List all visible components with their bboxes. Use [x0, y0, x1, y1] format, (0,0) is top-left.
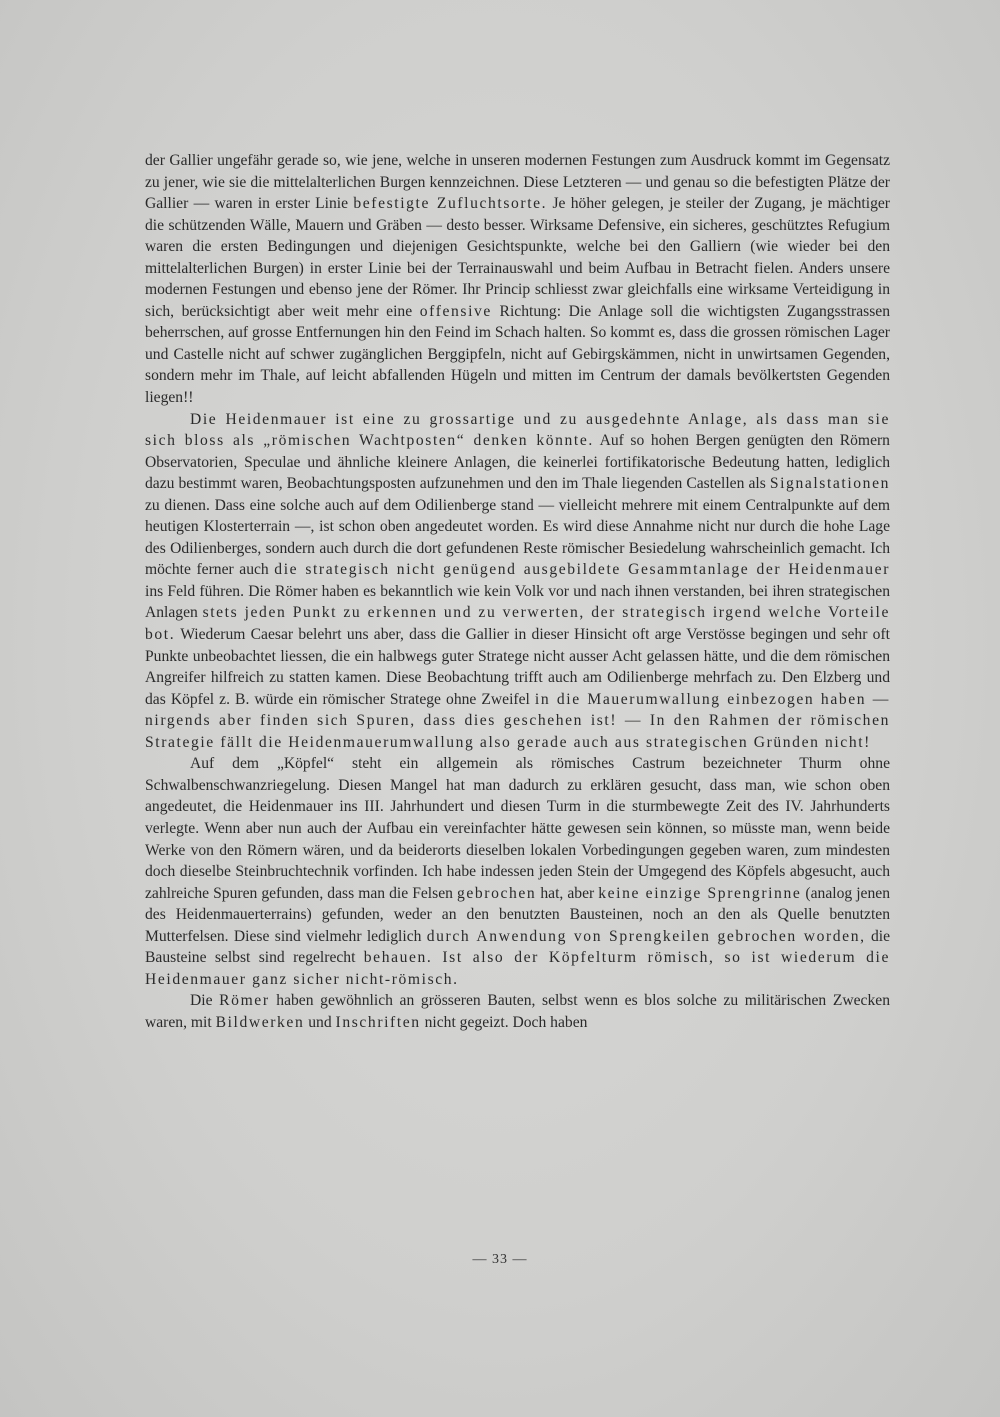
text-run: Je höher gelegen, je steiler der Zugang, je mächtiger die schützenden Wälle, Mauern und Gräben — desto besser. Wirksame Defensive, ein sicheres, geschütztes Refugium waren die ersten Bedingungen und diejenigen Gesichtspunkte, welche bei den Galliern (wie wieder bei den mittelalterlichen Burgen) in erster Linie bei der Terrainauswahl und beim Aufbau in Betracht fielen. Anders unsere modernen Festungen und ebenso jene der Römer. Ihr Princip schliesst zwar gleichfalls eine wirksame Verteidigung in sich, berücksichtigt aber weit mehr eine — [145, 195, 890, 320]
paragraph-1 — [145, 150, 890, 409]
text-run: Auf so hohen Bergen genügten den Römern Observatorien, Speculae und ähnliche kleinere Anlagen, die keinerlei fortifikatorische Bedeutung hatten, lediglich dazu bestimmt waren, Beobachtungsposten aufzunehmen und den im Thale liegenden Castellen als — [145, 432, 890, 493]
text-run: Richtung: Die Anlage soll die wichtigsten Zugangsstrassen beherrschen, auf grosse Entfernungen hin den Feind im Schach halten. So kommt es, dass die grossen römischen Lager und Castelle nicht auf schwer zugänglichen Berggipfeln, nicht auf Gebirgskämmen, nicht in unwirtsamen Gegenden, sondern mehr im Thale, auf leicht abfallenden Hügeln und mitten im Centrum der damals bevölkertsten Gegenden liegen!! — [145, 302, 890, 407]
text-run: Auf dem „Köpfel“ steht ein allgemein als römisches Castrum bezeichneter Thurm ohne Schwalbenschwanzriegelung. Diesen Mangel hat man dadurch zu erklären gesucht, dass man, wie schon oben angedeutet, die Heidenmauer ins III. Jahrhundert und diesen Turm in die sturmbewegte Zeit des IV. Jahrhunderts verlegte. Wenn aber nun auch der Aufbau ein vereinfachter hätte gewesen sein können, so müsste man, wenn beide Werke von den Römern wären, und da beiderorts dieselben lokalen Vorbedingungen gegeben waren, zum mindesten doch dieselbe Steinbruchtechnik vorfinden. Ich habe indessen jeden Stein der Umgegend des Köpfels abgesucht, auch zahlreiche Spuren gefunden, dass man die Felsen — [145, 755, 890, 902]
spaced-emphasis: in die Mauerumwallung einbezogen haben — nirgends aber finden sich Spuren, dass dies geschehen ist! — In den Rahmen der römischen Strategie fällt die Heidenmauerumwallung also gerade auch aus strategischen Gründen nicht! — [145, 690, 890, 751]
paragraph-2 — [145, 409, 890, 754]
body-text — [145, 150, 890, 1033]
page-number: — 33 — — [472, 1252, 528, 1267]
spaced-emphasis: Inschriften — [335, 1013, 421, 1031]
spaced-emphasis: keine einzige Sprengrinne — [598, 884, 802, 902]
text-run: ins Feld führen. Die Römer haben es bekanntlich wie kein Volk vor und nach ihnen verstanden, bei ihren strategischen Anlagen — [145, 582, 890, 622]
spaced-emphasis: befestigte Zufluchtsorte. — [353, 195, 548, 213]
spaced-emphasis: offensive — [419, 302, 492, 320]
text-run: nicht gegeizt. Doch haben — [420, 1013, 588, 1031]
text-run: die Bausteine selbst sind regelrecht — [145, 927, 890, 967]
spaced-emphasis: durch Anwendung von Sprengkeilen gebrochen worden, — [426, 927, 866, 945]
text-run: und — [304, 1013, 336, 1031]
text-run: zu dienen. Dass eine solche auch auf dem Odilienberge stand — vielleicht mehrere mit einem Centralpunkte auf dem heutigen Klosterterrain —, ist schon oben angedeutet worden. Es wird diese Annahme nicht nur durch die hohe Lage des Odilienberges, sondern auch durch die dort gefundenen Reste römischer Besiedelung wahrscheinlich gemacht. Ich möchte ferner auch — [145, 496, 890, 579]
text-run: haben gewöhnlich an grösseren Bauten, selbst wenn es blos solche zu militärischen Zwecken waren, mit — [145, 992, 890, 1031]
text-run: hat, aber — [536, 884, 599, 902]
text-run: Wiederum Caesar belehrt uns aber, dass die Gallier in dieser Hinsicht oft arge Verstösse begingen und sehr oft Punkte unbeobachtet liessen, die ein halbwegs guter Stratege nicht ausser Acht gelassen hätte, und die dem römischen Angreifer hilfreich zu statten kamen. Diese Beobachtung trifft auch am Odilienberge mehrfach zu. Den Elzberg und das Köpfel z. B. würde ein römischer Stratege ohne Zweifel — [145, 626, 890, 708]
text-run: (analog jenen des Heidenmauerterrains) gefunden, weder an den benutzten Bausteinen, noch an den als Quelle benutzten Mutterfelsen. Diese sind vielmehr lediglich — [145, 884, 890, 945]
text-run: Die — [190, 992, 220, 1010]
spaced-emphasis: Signalstationen — [769, 475, 890, 493]
paragraph-3 — [145, 753, 890, 990]
spaced-emphasis: Römer — [219, 992, 270, 1010]
paragraph-4 — [145, 990, 890, 1033]
spaced-emphasis: Bildwerken — [215, 1013, 305, 1031]
spaced-emphasis: behauen. Ist also der Köpfelturm römisch, so ist wiederum die Heidenmauer ganz sicher nicht-römisch. — [145, 949, 890, 988]
spaced-emphasis: stets jeden Punkt zu erkennen und zu verwerten, der strategisch irgend welche Vorteile bot. — [145, 604, 891, 644]
spaced-emphasis: gebrochen — [456, 884, 537, 902]
spaced-emphasis: Die Heidenmauer ist eine zu grossartige und zu ausgedehnte Anlage, als dass man sie sich bloss als „römischen Wachtposten“ denken könnte. — [145, 410, 890, 450]
spaced-emphasis: die strategisch nicht genügend ausgebildete Gesammtanlage der Heidenmauer — [274, 561, 890, 579]
text-run: der Gallier ungefähr gerade so, wie jene, welche in unseren modernen Festungen zum Ausdruck kommt im Gegensatz zu jener, wie sie die mittelalterlichen Burgen kennzeichnen. Diese Letzteren — und genau so die befestigten Plätze der Gallier — waren in erster Linie — [145, 152, 890, 213]
